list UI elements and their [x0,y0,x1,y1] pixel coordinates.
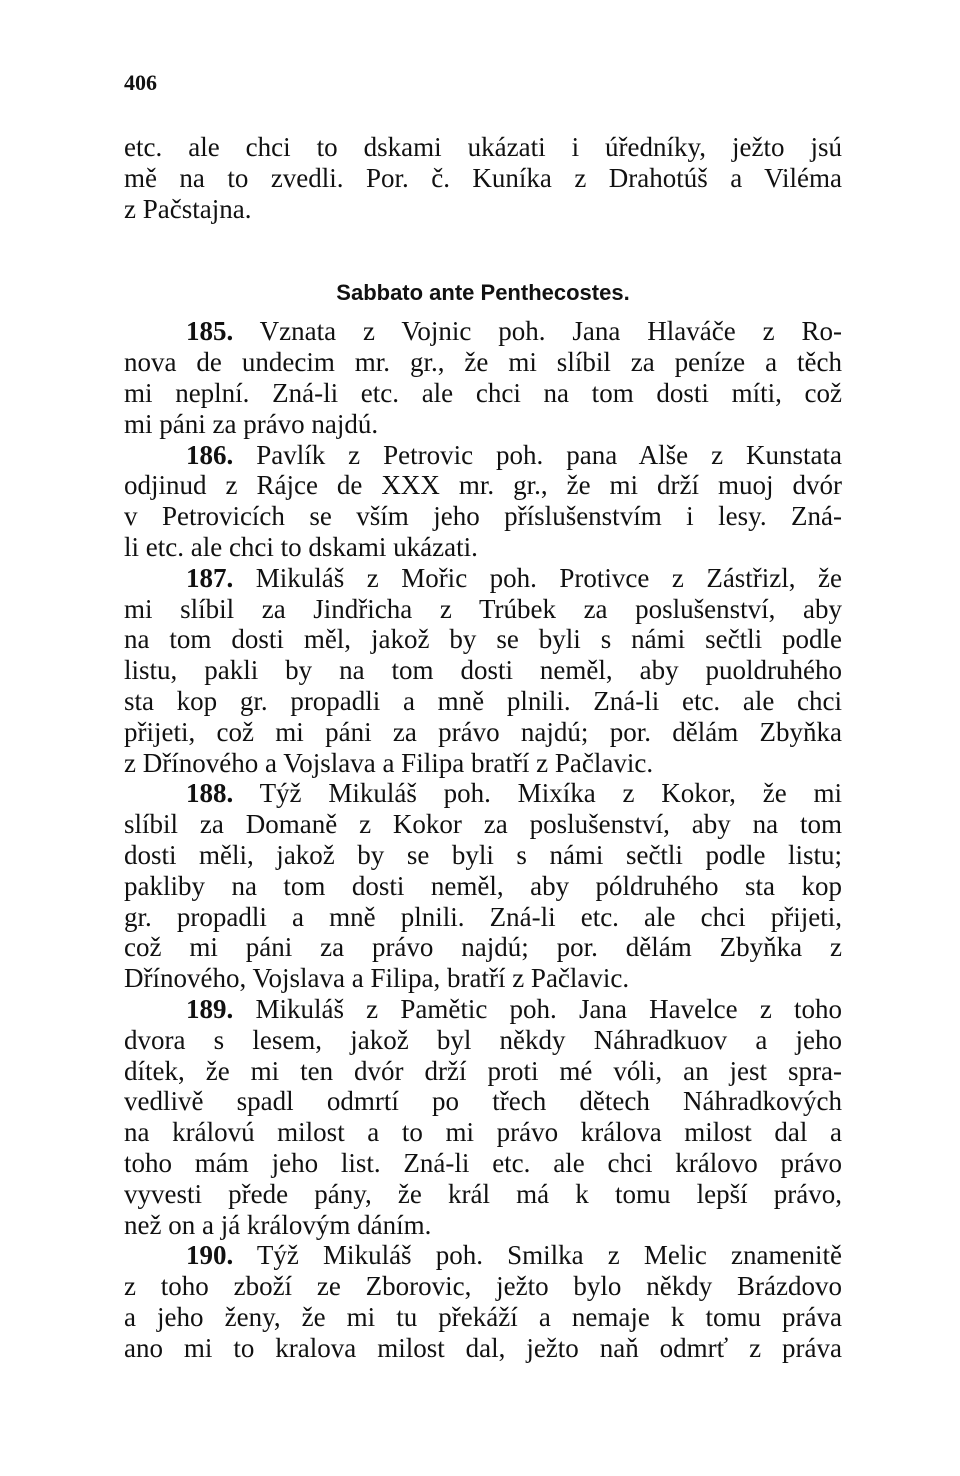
entry-first-line [124,778,842,809]
entry-first-line [124,994,842,1025]
entry-first-line [124,1240,842,1271]
text-line: než on a já královým dáním. [124,1209,432,1240]
text-line: toho mám jeho list. Zná-li etc. ale chci královo právo [124,1147,842,1178]
text-line: z toho zboží ze Zborovic, ježto bylo někdy Brázdovo [124,1271,842,1302]
entry-number: 190. [186,1240,234,1271]
section-gap [124,224,842,270]
text-line: sta kop gr. propadli a mně plnili. Zná-li etc. ale chci [124,685,842,716]
text-line: pakliby na tom dosti neměl, aby póldruhého sta kop [124,870,842,901]
entry-text: Týž Mikuláš poh. Mixíka z Kokor, že mi [259,778,842,809]
text-line: listu, pakli by na tom dosti neměl, aby puoldruhého [124,655,842,686]
entry-number: 185. [186,316,234,347]
entry-number: 187. [186,562,234,593]
entry-text: Vznata z Vojnic poh. Jana Hlaváče z Ro- [259,316,842,347]
text-line: gr. propadli a mně plnili. Zná-li etc. ale chci přijeti, [124,901,842,932]
text-line: dosti měli, jakož by se byli s námi sečtli podle listu; [124,839,842,870]
text-line: mi slíbil za Jindřicha z Trúbek za poslušenství, aby [124,593,842,624]
entry-first-line [124,316,842,347]
text-line: dvora s lesem, jakož byl někdy Náhradkuov a jeho [124,1024,842,1055]
entry-number: 188. [186,778,234,809]
page-number: 406 [124,70,157,95]
entry-text: Mikuláš z Mořic poh. Protivce z Zástřizl, že [255,562,842,593]
page-text [124,132,842,1363]
text-line: mě na to zvedli. Por. č. Kuníka z Drahotúš a Viléma [124,162,842,193]
text-line: Dřínového, Vojslava a Filipa, bratří z Pačlavic. [124,963,630,994]
text-line: vyvesti přede pány, že král má k tomu lepší právo, [124,1178,842,1209]
text-line: což mi páni za právo najdú; por. dělám Zbyňka z [124,932,842,963]
entry-number: 186. [186,439,234,470]
text-line: v Petrovicích se vším jeho příslušenstvím i lesy. Zná- [124,501,842,532]
text-line: z Pačstajna. [124,193,252,224]
text-line: a jeho ženy, že mi tu překáží a nemaje k tomu práva [124,1301,842,1332]
entry-first-line [124,440,842,471]
text-line: li etc. ale chci to dskami ukázati. [124,531,478,562]
text-line: slíbil za Domaně z Kokor za poslušenství, aby na tom [124,809,842,840]
section-heading: Sabbato ante Penthecostes. [336,280,630,306]
entry-text: Pavlík z Petrovic poh. pana Alše z Kunstata [256,439,842,470]
entry-text: Mikuláš z Pamětic poh. Jana Havelce z toho [255,993,843,1024]
text-line: dítek, že mi ten dvór drží proti mé vóli, an jest spra- [124,1055,842,1086]
text-line: z Dřínového a Vojslava a Filipa bratří z Pačlavic. [124,747,654,778]
text-line: na tom dosti měl, jakož by se byli s námi sečtli podle [124,624,842,655]
text-line: mi neplní. Zná-li etc. ale chci na tom dosti míti, což [124,377,842,408]
text-line: vedlivě spadl odmrtí po třech dětech Náhradkových [124,1086,842,1117]
text-line: na královú milost a to mi právo králova milost dal a [124,1117,842,1148]
text-line: ano mi to kralova milost dal, ježto naň odmrť z práva [124,1332,842,1363]
text-line: přijeti, což mi páni za právo najdú; por. dělám Zbyňka [124,716,842,747]
text-line: mi páni za právo najdú. [124,408,379,439]
entry-number: 189. [186,993,234,1024]
text-line: nova de undecim mr. gr., že mi slíbil za peníze a těch [124,347,842,378]
entry-first-line [124,563,842,594]
text-line: etc. ale chci to dskami ukázati i úředníky, ježto jsú [124,132,842,162]
text-line: odjinud z Rájce de XXX mr. gr., že mi drží muoj dvór [124,470,842,501]
entry-text: Týž Mikuláš poh. Smilka z Melic znamenitě [256,1240,842,1271]
